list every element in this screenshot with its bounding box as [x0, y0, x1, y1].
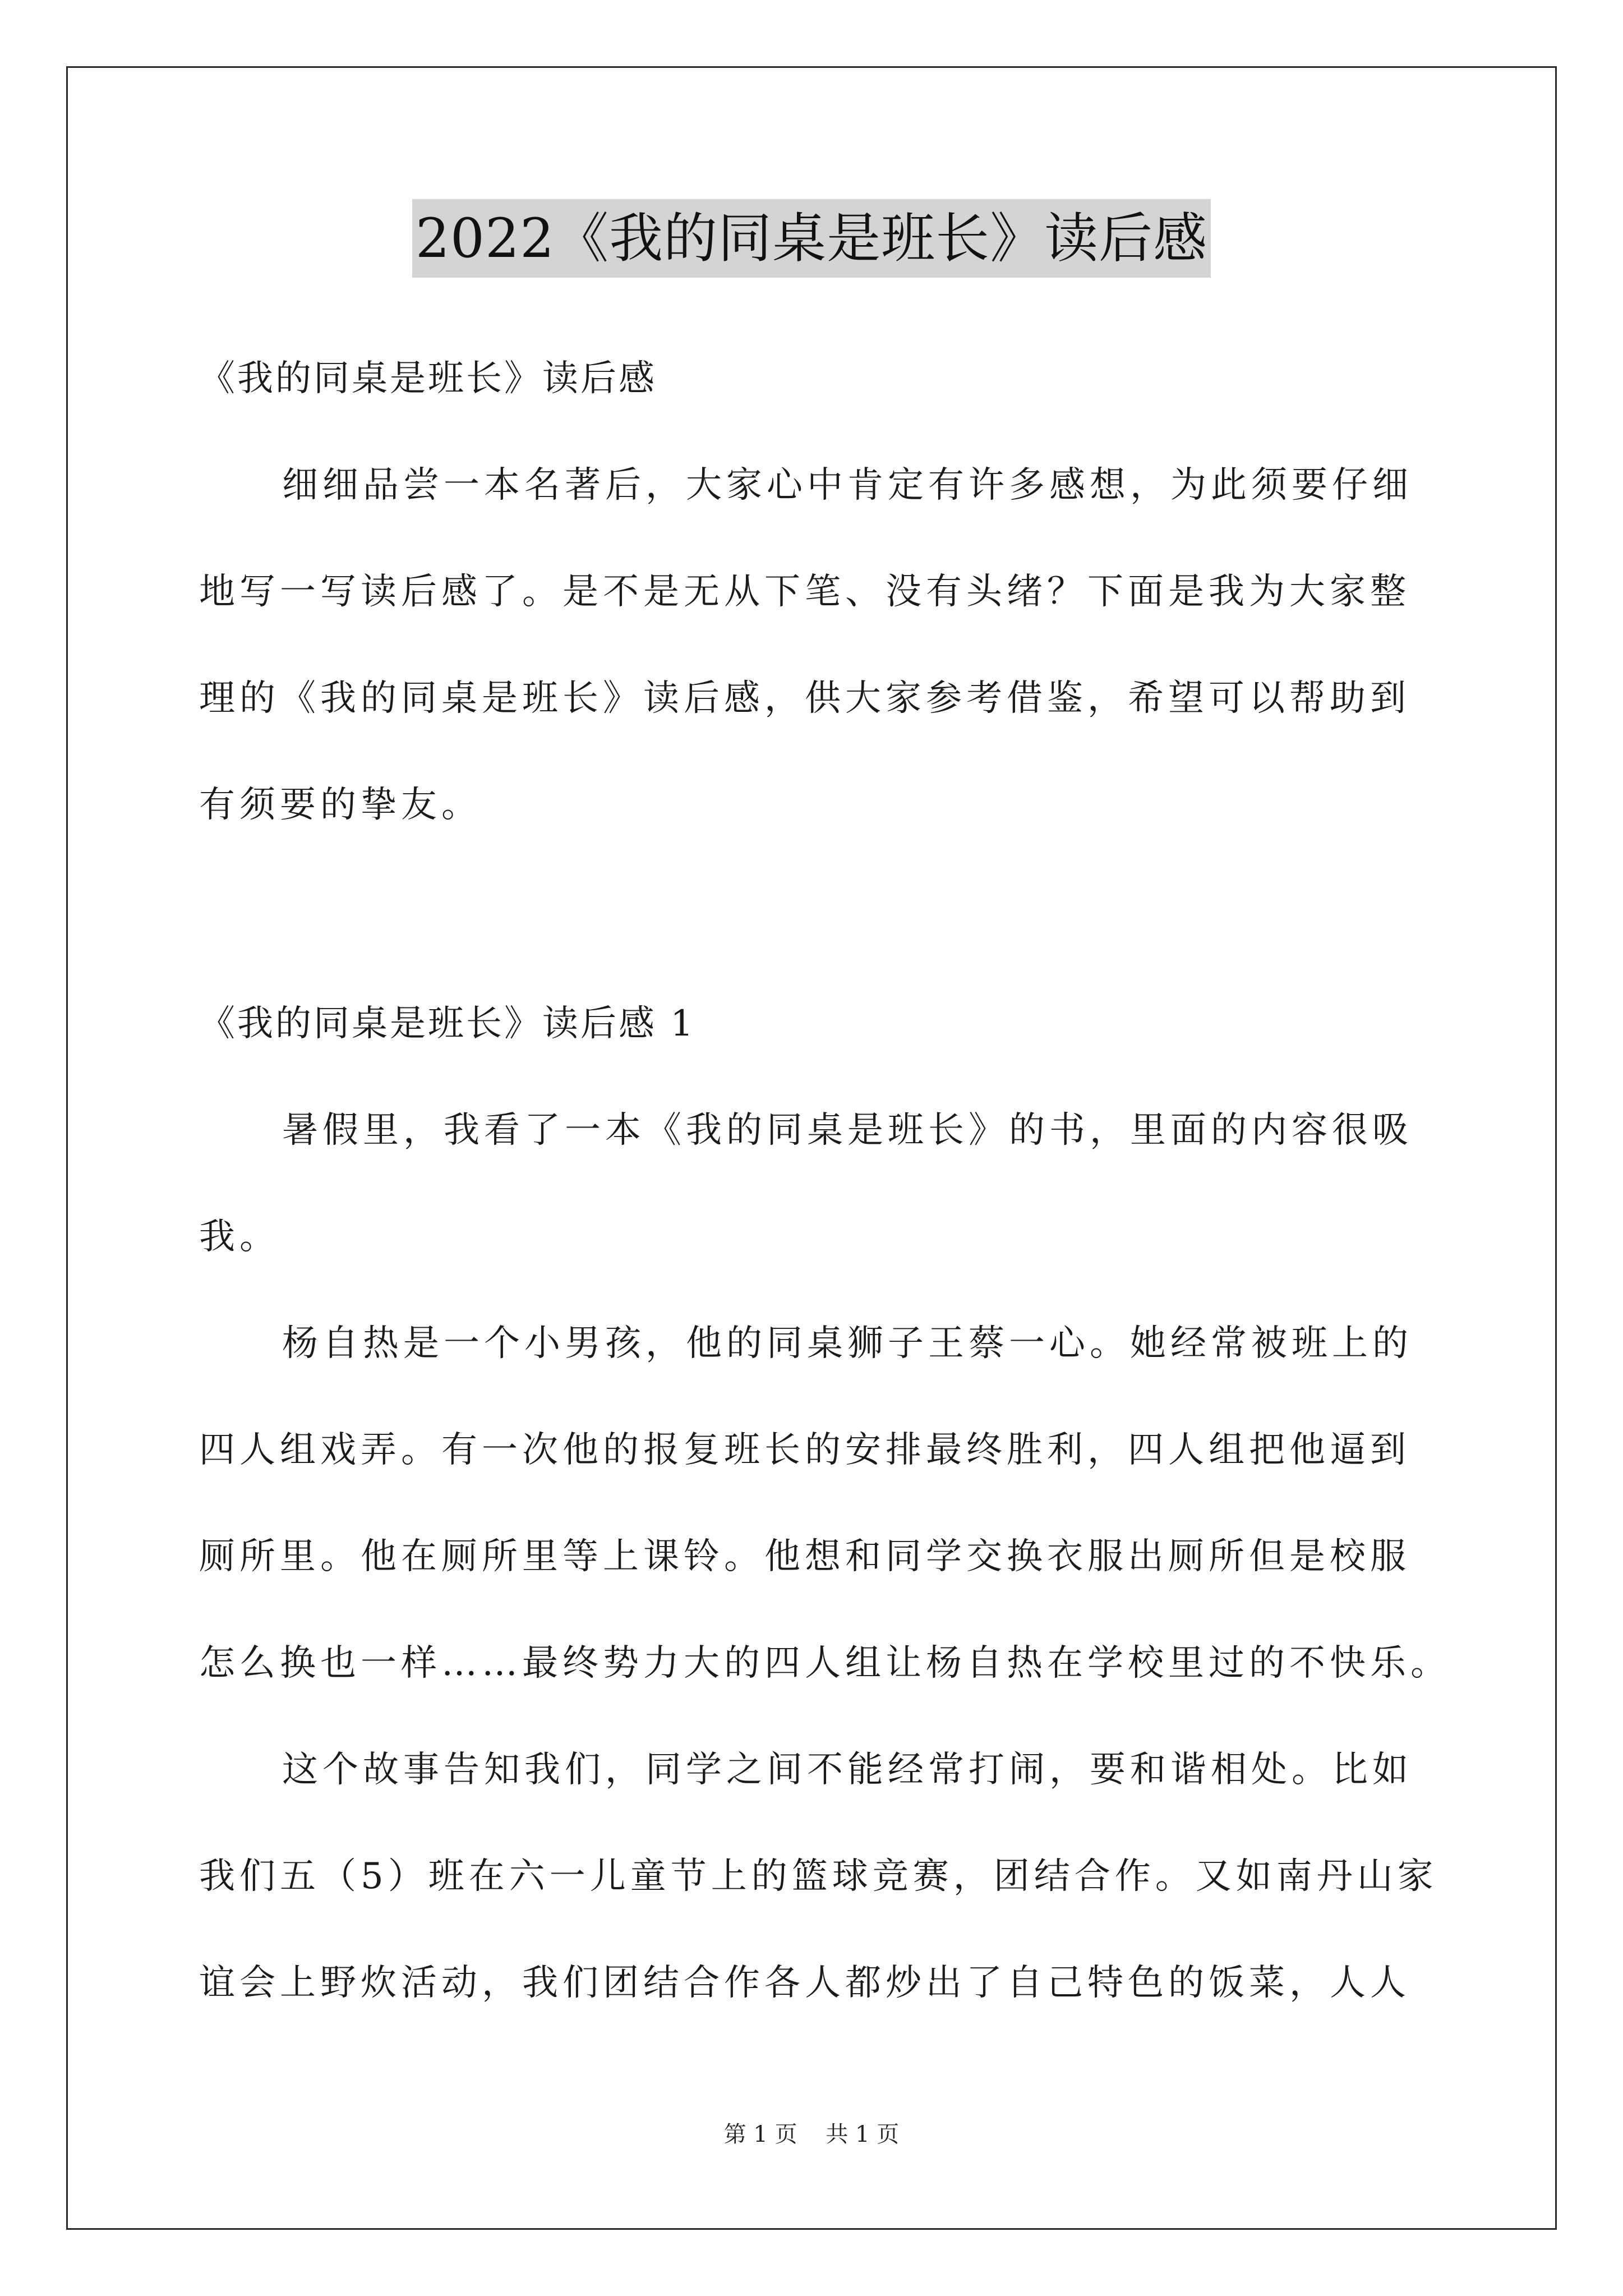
paragraph-line: 厕所里。他在厕所里等上课铃。他想和同学交换衣服出厕所但是校服 — [199, 1536, 1410, 1577]
intro-line: 有须要的挚友。 — [199, 784, 482, 826]
page-footer: 第 1 页 共 1 页 — [723, 2122, 900, 2147]
intro-heading: 《我的同桌是班长》读后感 — [199, 358, 657, 399]
paragraph-line: 怎么换也一样……最终势力大的四人组让杨自热在学校里过的不快乐。 — [199, 1642, 1451, 1684]
paragraph-line: 这个故事告知我们，同学之间不能经常打闹，要和谐相处。比如 — [282, 1749, 1413, 1791]
title-wrap — [0, 199, 1623, 278]
intro-line: 理的《我的同桌是班长》读后感，供大家参考借鉴，希望可以帮助到 — [199, 678, 1410, 719]
paragraph-line: 杨自热是一个小男孩，他的同桌狮子王蔡一心。她经常被班上的 — [282, 1323, 1413, 1364]
section-heading: 《我的同桌是班长》读后感 1 — [199, 1003, 696, 1045]
intro-line: 地写一写读后感了。是不是无从下笔、没有头绪？下面是我为大家整 — [199, 571, 1410, 613]
paragraph-line: 谊会上野炊活动，我们团结合作各人都炒出了自己特色的饭菜，人人 — [199, 1962, 1410, 2004]
paragraph-line: 四人组戏弄。有一次他的报复班长的安排最终胜利，四人组把他逼到 — [199, 1429, 1410, 1471]
document-title: 2022《我的同桌是班长》读后感 — [412, 199, 1211, 278]
paragraph-line: 我们五（5）班在六一儿童节上的篮球竞赛，团结合作。又如南丹山家 — [199, 1856, 1438, 1897]
paragraph-line: 我。 — [199, 1216, 280, 1258]
intro-line: 细细品尝一本名著后，大家心中肯定有许多感想，为此须要仔细 — [282, 464, 1413, 506]
paragraph-line: 暑假里，我看了一本《我的同桌是班长》的书，里面的内容很吸 — [282, 1110, 1413, 1151]
